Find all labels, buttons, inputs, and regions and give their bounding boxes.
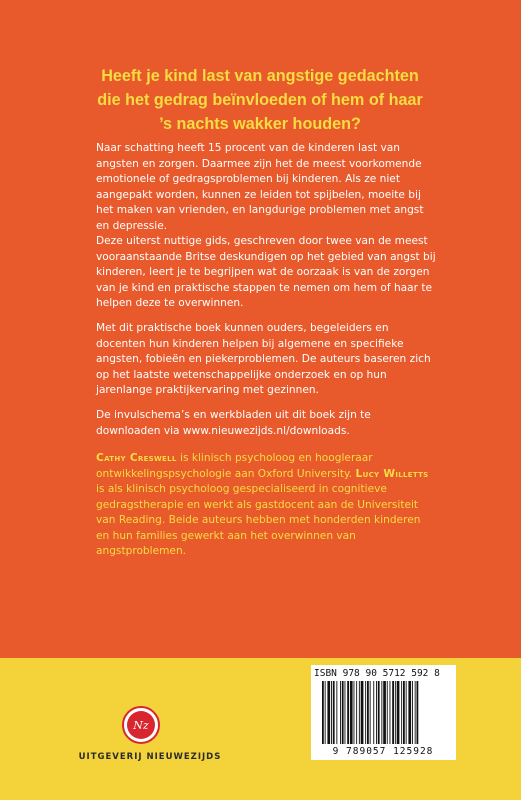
barcode-bar (383, 681, 386, 744)
barcode-bar (354, 681, 355, 744)
barcode-bar (406, 681, 407, 744)
barcode-bar (401, 681, 402, 744)
barcode-bar (373, 681, 374, 744)
barcode-bar (325, 681, 326, 744)
author-bio-text-1: is klinisch psycholoog en hoogleraar ontwikkelingspsychologie aan Oxford University. (96, 452, 373, 480)
barcode-bar (370, 681, 371, 744)
cover-headline (60, 64, 460, 136)
isbn-label: ISBN 978 90 5712 592 8 (314, 668, 440, 679)
barcode-bar (331, 681, 332, 744)
barcode-bar (359, 681, 360, 744)
barcode-bar (347, 681, 349, 744)
barcode-bar (397, 681, 400, 744)
author-bio-text-2: is als klinisch psycholoog gespecialiseerd in cognitieve gedragstherapie en werkt als gastdocent aan de Universiteit van Reading. Beide auteurs hebben met honderden kinderen en hun families gewerkt aan het overwinnen van angstproblemen. (96, 483, 421, 557)
barcode-bar (408, 681, 411, 744)
headline-line-2: die het gedrag beïnvloeden of hem of haar (97, 91, 423, 109)
headline-line-3: ’s nachts wakker houden? (159, 115, 361, 133)
barcode-bar (345, 681, 346, 744)
barcode-bar (403, 681, 405, 744)
ean-digits: 9 789057 125928 (332, 746, 434, 757)
barcode-bar (322, 681, 324, 744)
barcode-bar (417, 681, 419, 744)
barcode-bar (350, 681, 353, 744)
publisher-logo-mark: Nz (127, 711, 155, 739)
author-name-2: Lucy Willetts (355, 467, 429, 480)
barcode-bar (367, 681, 369, 744)
paragraph-4: De invulschema’s en werkbladen uit dit boek zijn te downloaden via www.nieuwezijds.nl/downloads. (96, 409, 371, 437)
barcode-bar (392, 681, 394, 744)
publisher-name: UITGEVERIJ NIEUWEZIJDS (78, 752, 222, 762)
paragraph-2: Deze uiterst nuttige gids, geschreven door twee van de meest vooraanstaande Britse deskundigen op het gebied van angst bij kinderen, leert je te begrijpen wat de oorzaak is van de zorgen van je kind en praktische stappen te nemen om hem of haar te helpen deze te overwinnen. (96, 235, 436, 309)
barcode-bar (412, 681, 413, 744)
author-bio (96, 451, 436, 560)
barcode-bar (327, 681, 330, 744)
barcode-bar (340, 681, 341, 744)
barcode-bar (415, 681, 416, 744)
barcode-icon (322, 681, 446, 744)
barcode-bar (365, 681, 366, 744)
barcode-bar (342, 681, 344, 744)
barcode-bar (395, 681, 396, 744)
headline-line-1: Heeft je kind last van angstige gedachten (101, 67, 419, 85)
barcode-bar (390, 681, 391, 744)
barcode-bar (387, 681, 388, 744)
author-name-1: Cathy Creswell (96, 452, 177, 464)
barcode-bar (336, 681, 337, 744)
publisher-logo-icon (122, 706, 160, 744)
barcode-bar (378, 681, 380, 744)
paragraph-3: Met dit praktische boek kunnen ouders, begeleiders en docenten hun kinderen helpen bij algemene en specifieke angsten, fobieën en piekerproblemen. De auteurs baseren zich op het laatste wetenschappelijke onderzoek en op hun jarenlange praktijkervaring met gezinnen. (96, 322, 431, 396)
paragraph-1: Naar schatting heeft 15 procent van de kinderen last van angsten en zorgen. Daarmee zijn het de meest voorkomende emotionele of gedragsproblemen bij kinderen. Als ze niet aangepakt worden, kunnen ze leiden tot spijbelen, moeite bij het maken van vrienden, en langdurige problemen met angst en depressie. (96, 142, 424, 232)
barcode-bar (376, 681, 377, 744)
barcode-bar (381, 681, 382, 744)
barcode-bar (333, 681, 335, 744)
barcode-bar (356, 681, 357, 744)
barcode-bar (361, 681, 364, 744)
